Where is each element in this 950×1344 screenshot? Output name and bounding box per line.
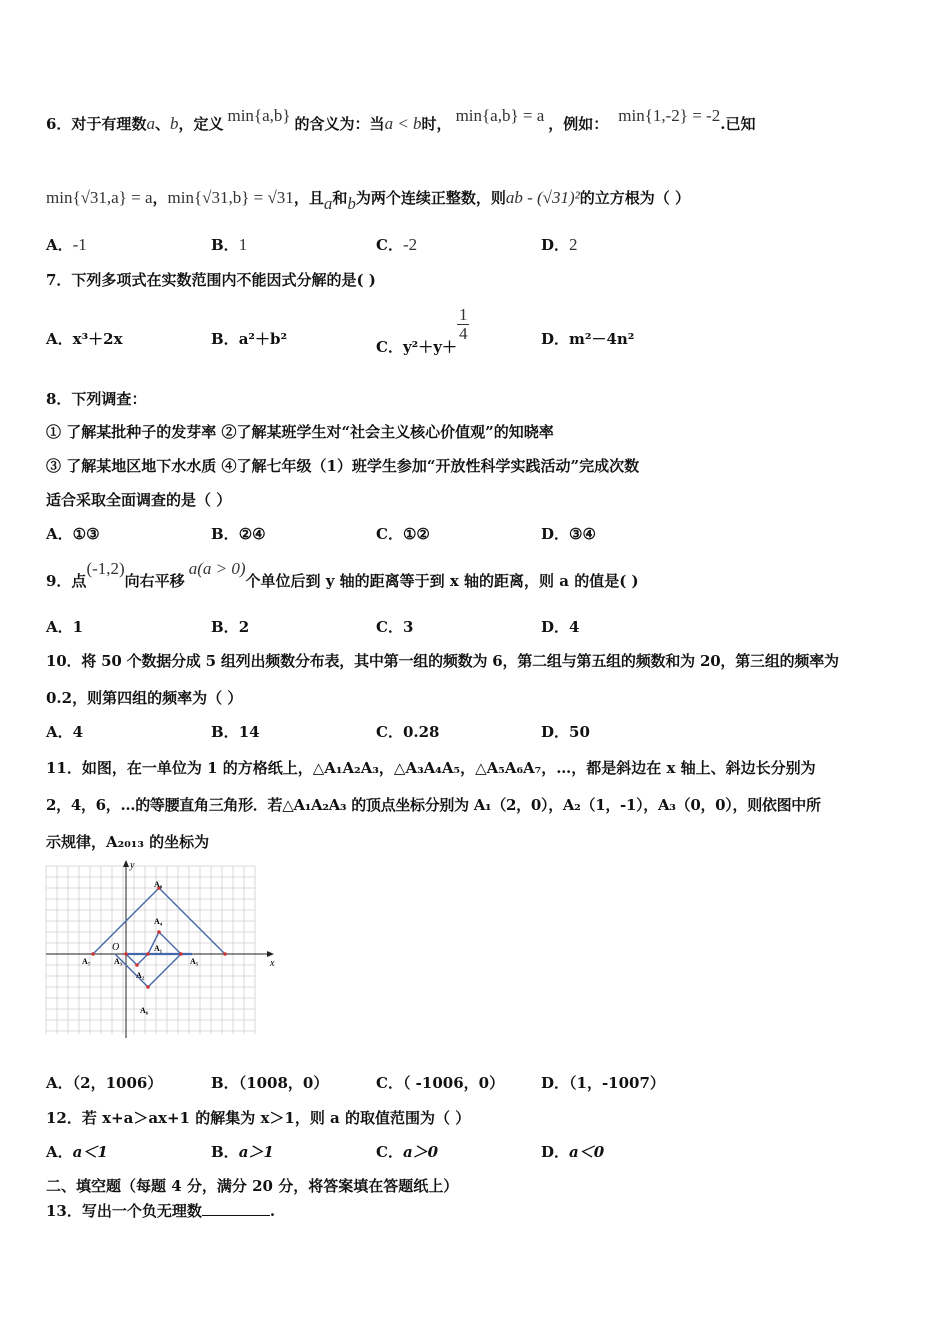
q9-point: (-1,2) xyxy=(86,559,125,578)
q11-line2: 2，4，6，…的等腰直角三角形．若△A₁A₂A₃ 的顶点坐标分别为 A₁（2，0），A₂（1，-1），A₃（0，0），则依图中所 xyxy=(46,796,821,814)
option-value: （1008，0） xyxy=(238,1074,329,1092)
option-value: 4 xyxy=(72,723,84,741)
q11-option-b[interactable] xyxy=(211,1073,328,1093)
q8-stem: 8．下列调查： xyxy=(46,390,147,408)
option-label: A． xyxy=(46,525,73,543)
option-value: a＜0 xyxy=(569,1143,605,1161)
q12-option-c[interactable] xyxy=(376,1142,438,1162)
label-a3: A₃ xyxy=(114,957,123,966)
option-value: a²＋b² xyxy=(238,330,288,348)
option-value: 50 xyxy=(569,723,590,741)
q6-and2: 和 xyxy=(332,189,348,207)
q6-example: ，例如： xyxy=(548,115,609,133)
x-axis-label: x xyxy=(270,958,275,969)
q6-comma: ， xyxy=(152,189,168,207)
option-label: C． xyxy=(376,1074,403,1092)
q6-consec: 为两个连续正整数，则 xyxy=(355,189,506,207)
section-title-fill-in: 二、填空题（每题 4 分，满分 20 分，将答案填在答题纸上） xyxy=(46,1177,459,1195)
option-label: D． xyxy=(541,723,570,741)
q11-option-a[interactable] xyxy=(46,1073,162,1093)
option-label: C． xyxy=(376,618,403,636)
option-label: B． xyxy=(211,723,239,741)
option-label: A． xyxy=(46,723,73,741)
q6-line1 xyxy=(46,106,756,134)
option-value: 3 xyxy=(402,618,414,636)
q6-meaning: 的含义为：当 xyxy=(294,115,385,133)
q6-line2 xyxy=(46,188,691,213)
label-a6: A₆ xyxy=(140,1006,149,1015)
q6-option-c[interactable] xyxy=(376,235,417,255)
option-label: D． xyxy=(541,236,570,254)
label-a1: A₁ xyxy=(154,944,163,953)
option-label: C． xyxy=(376,1143,403,1161)
q8-option-a[interactable] xyxy=(46,524,100,544)
option-label: B． xyxy=(211,1074,239,1092)
q9-option-c[interactable] xyxy=(376,617,413,637)
option-value: 1 xyxy=(238,235,248,254)
option-value: a＞0 xyxy=(402,1143,439,1161)
q11-option-c[interactable] xyxy=(376,1073,504,1093)
q6-min-eq-a: min{a,b} = a xyxy=(455,106,545,125)
q7-fraction xyxy=(457,306,470,343)
q9-mid: 向右平移 xyxy=(124,572,185,590)
q12-option-b[interactable] xyxy=(211,1142,274,1162)
q9-tail: 个单位后到 y 轴的距离等于到 x 轴的距离，则 a 的值是( ) xyxy=(245,572,639,590)
option-value: 1 xyxy=(72,618,84,636)
q7-option-b[interactable] xyxy=(211,329,287,349)
fraction-numerator: 1 xyxy=(458,305,468,324)
q13-end: . xyxy=(269,1202,276,1220)
q7-stem: 7．下列多项式在实数范围内不能因式分解的是( ) xyxy=(46,271,376,289)
option-label: A． xyxy=(46,236,73,254)
q6-option-d[interactable] xyxy=(541,235,578,255)
q6-cond2: min{√31,b} = √31 xyxy=(167,188,294,207)
label-a5: A₅ xyxy=(190,957,199,966)
q12-stem: 12．若 x+a＞ax+1 的解集为 x＞1，则 a 的取值范围为（ ） xyxy=(46,1109,471,1127)
q9-option-b[interactable] xyxy=(211,617,249,637)
y-axis-label: y xyxy=(130,860,135,871)
q7-option-c[interactable] xyxy=(376,305,469,356)
option-value: （ -1006，0） xyxy=(402,1074,505,1092)
option-value: （2，1006） xyxy=(72,1074,163,1092)
option-label: C． xyxy=(376,723,403,741)
option-label: D． xyxy=(541,618,570,636)
option-label: A． xyxy=(46,1074,73,1092)
q8-item-1: ① 了解某批种子的发芽率 ②了解某班学生对“社会主义核心价值观”的知晓率 xyxy=(46,423,554,441)
option-value: 4 xyxy=(569,618,580,636)
label-a7: A₇ xyxy=(82,957,91,966)
label-a4: A₄ xyxy=(154,917,163,926)
q9-shift: a(a > 0) xyxy=(188,559,246,578)
q13-text: 13．写出一个负无理数 xyxy=(46,1202,202,1220)
option-value: m²－4n² xyxy=(569,330,635,348)
q9-option-a[interactable] xyxy=(46,617,83,637)
q6-expr: ab - (√31)² xyxy=(505,188,580,207)
option-value: （1，-1007） xyxy=(569,1074,665,1092)
q9-option-d[interactable] xyxy=(541,617,579,637)
option-label: D． xyxy=(541,525,570,543)
option-value: -2 xyxy=(402,235,418,254)
option-label: D． xyxy=(541,1074,570,1092)
option-label: A． xyxy=(46,618,73,636)
q6-var-a2: a xyxy=(323,194,333,213)
q11-figure xyxy=(44,860,280,1040)
q7-option-a[interactable] xyxy=(46,329,123,349)
option-label: C． xyxy=(376,525,403,543)
q6-var-b: b xyxy=(169,114,179,133)
q6-cond1: min{√31,a} = a xyxy=(46,188,153,207)
option-label: B． xyxy=(211,330,239,348)
q6-tail: 的立方根为（ ） xyxy=(579,189,691,207)
fraction-denominator: 4 xyxy=(458,324,468,343)
origin-label: O xyxy=(112,942,120,953)
q13-answer-blank[interactable] xyxy=(202,1201,270,1216)
y-axis-arrow xyxy=(123,860,129,867)
q6-option-b[interactable] xyxy=(211,235,247,255)
q6-define: ，定义 xyxy=(178,115,224,133)
q11-option-d[interactable] xyxy=(541,1073,665,1093)
q6-end1: .已知 xyxy=(720,115,756,133)
q6-prefix: 6．对于有理数 xyxy=(46,115,147,133)
q8-option-b[interactable] xyxy=(211,524,266,544)
q11-line1: 11．如图，在一单位为 1 的方格纸上，△A₁A₂A₃，△A₃A₄A₅，△A₅A₆A₇，…，都是斜边在 x 轴上、斜边长分别为 xyxy=(46,759,816,777)
option-value: -1 xyxy=(72,235,87,254)
q8-option-d[interactable] xyxy=(541,524,596,544)
q10-option-c[interactable] xyxy=(376,722,440,742)
q9-prefix: 9．点 xyxy=(46,572,87,590)
q10-line2: 0.2，则第四组的频率为（ ） xyxy=(46,689,243,707)
q10-option-b[interactable] xyxy=(211,722,260,742)
q12-option-d[interactable] xyxy=(541,1142,604,1162)
option-label: C． xyxy=(376,236,403,254)
q11-line3: 示规律，A₂₀₁₃ 的坐标为 xyxy=(46,833,210,851)
triangles xyxy=(93,888,225,987)
q9-stem xyxy=(46,559,639,591)
option-value: ③④ xyxy=(569,525,596,543)
option-value: 0.28 xyxy=(402,723,440,741)
q6-sep: 、 xyxy=(154,115,170,133)
option-label: C． xyxy=(376,337,403,356)
q6-option-a[interactable] xyxy=(46,235,87,255)
q8-option-c[interactable] xyxy=(376,524,430,544)
option-label: B． xyxy=(211,618,239,636)
q8-question: 适合采取全面调查的是（ ） xyxy=(46,491,232,509)
q12-option-a[interactable] xyxy=(46,1142,108,1162)
option-value: ①③ xyxy=(72,525,100,543)
q6-when: 时， xyxy=(421,115,452,133)
option-label: D． xyxy=(541,1143,570,1161)
option-label: B． xyxy=(211,1143,239,1161)
option-value: 2 xyxy=(238,618,250,636)
option-value: 14 xyxy=(238,723,260,741)
x-axis-arrow xyxy=(267,951,274,957)
option-value: y²＋y＋ xyxy=(402,337,457,356)
option-value: ②④ xyxy=(238,525,266,543)
option-value: x³＋2x xyxy=(72,330,123,348)
option-value: 2 xyxy=(569,235,578,254)
q10-line1: 10．将 50 个数据分成 5 组列出频数分布表，其中第一组的频数为 6，第二组与第五组的频数和为 20，第三组的频率为 xyxy=(46,652,839,670)
q6-var-a: a xyxy=(146,114,155,133)
q6-and1: ，且 xyxy=(293,189,324,207)
option-label: B． xyxy=(211,236,239,254)
q6-min-ab: min{a,b} xyxy=(227,106,291,125)
vertex-points xyxy=(91,886,227,989)
option-value: a＞1 xyxy=(238,1143,274,1161)
q13-stem xyxy=(46,1201,275,1221)
q7-option-d[interactable] xyxy=(541,329,634,349)
option-label: A． xyxy=(46,330,73,348)
q6-a-lt-b: a < b xyxy=(384,114,422,133)
q10-option-a[interactable] xyxy=(46,722,83,742)
q10-option-d[interactable] xyxy=(541,722,590,742)
option-label: D． xyxy=(541,330,570,348)
option-value: ①② xyxy=(402,525,430,543)
label-a8: A₈ xyxy=(154,880,163,889)
option-label: B． xyxy=(211,525,239,543)
q8-item-2: ③ 了解某地区地下水水质 ④了解七年级（1）班学生参加“开放性科学实践活动”完成次数 xyxy=(46,457,640,475)
q6-var-b2: b xyxy=(347,194,356,213)
option-label: A． xyxy=(46,1143,73,1161)
option-value: a＜1 xyxy=(72,1143,108,1161)
label-a2: A₂ xyxy=(136,971,145,980)
q6-example-expr: min{1,-2} = -2 xyxy=(618,106,721,125)
